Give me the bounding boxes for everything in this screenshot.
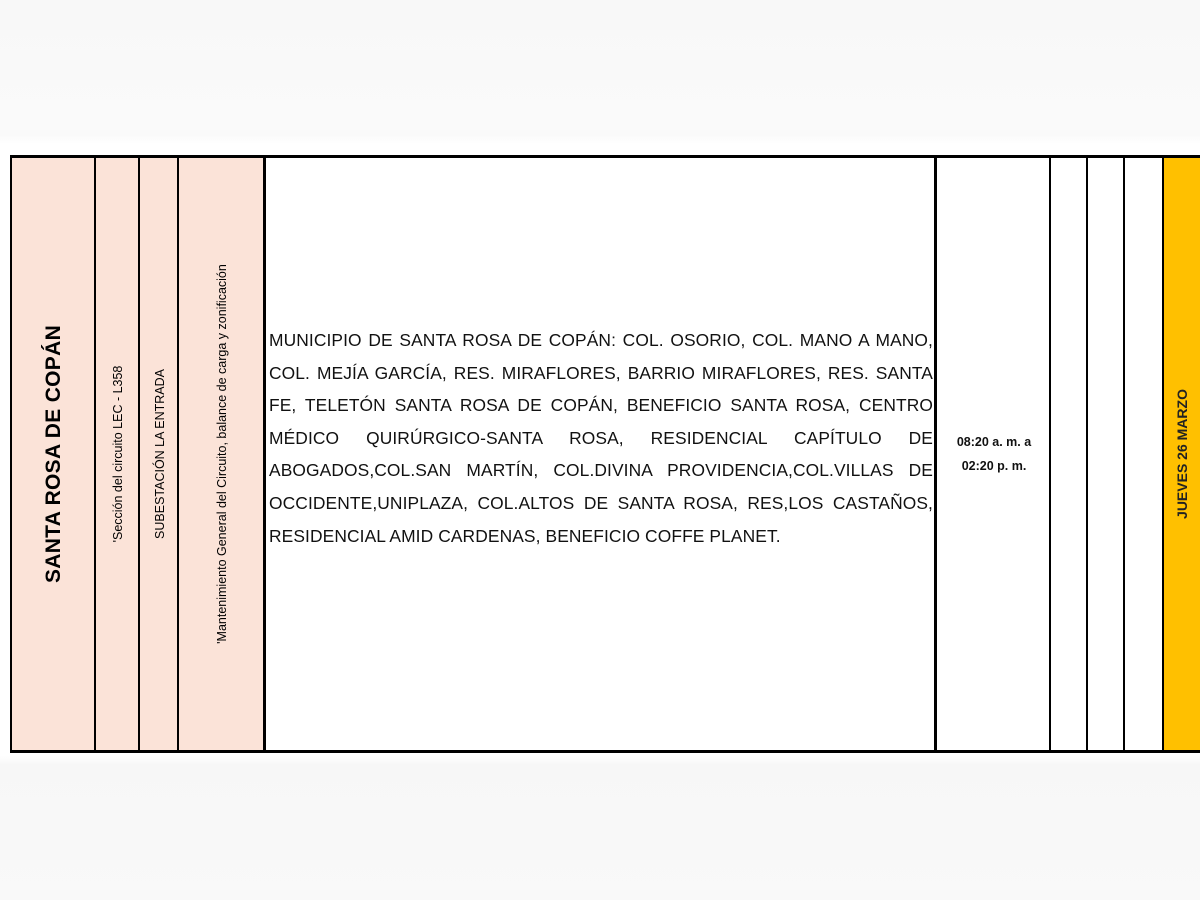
empty-cell-1 bbox=[1049, 158, 1088, 750]
next-row-divider bbox=[263, 747, 265, 751]
next-row-divider bbox=[1086, 747, 1088, 751]
next-row-divider bbox=[177, 747, 179, 751]
next-row-divider bbox=[934, 747, 936, 751]
affected-areas-text: MUNICIPIO DE SANTA ROSA DE COPÁN: COL. OSORIO, COL. MANO A MANO, COL. MEJÍA GARCÍA, RES. MIRAFLORES, BARRIO MIRAFLORES, RES. SANTA FE, TELETÓN SANTA ROSA DE COPÁN, BENEFICIO SANTA ROSA, CENTRO MÉDICO QUIRÚRGICO-SANTA ROSA, RESIDENCIAL CAPÍTULO DE ABOGADOS,COL.SAN MARTÍN, COL.DIVINA PROVIDENCIA,COL.VILLAS DE OCCIDENTE,UNIPLAZA, COL.ALTOS DE SANTA ROSA, RES,LOS CASTAÑOS, RESIDENCIAL AMID CARDENAS, BENEFICIO COFFE PLANET. bbox=[269, 330, 933, 546]
next-row-divider bbox=[10, 747, 12, 751]
empty-cell-3 bbox=[1123, 158, 1164, 750]
work-description-label: 'Mantenimiento General del Circuito, balance de carga y zonificación bbox=[215, 264, 229, 644]
time-end: 02:20 p. m. bbox=[961, 459, 1027, 473]
substation-label: SUBESTACIÓN LA ENTRADA bbox=[152, 369, 167, 539]
time-start: 08:20 a. m. a bbox=[956, 435, 1032, 449]
next-row-divider bbox=[1162, 747, 1164, 751]
next-row-divider bbox=[138, 747, 140, 751]
schedule-table bbox=[10, 155, 1200, 753]
department-cell bbox=[10, 158, 96, 750]
work-description-cell bbox=[177, 158, 265, 750]
time-cell bbox=[934, 158, 1051, 750]
circuit-section-label: 'Sección del circuito LEC - L358 bbox=[111, 365, 125, 543]
substation-cell bbox=[138, 158, 179, 750]
next-row-divider bbox=[1049, 747, 1051, 751]
date-label: JUEVES 26 MARZO bbox=[1174, 389, 1190, 519]
section-cell bbox=[94, 158, 140, 750]
next-row-divider bbox=[1123, 747, 1125, 751]
date-cell bbox=[1162, 158, 1200, 750]
empty-cell-2 bbox=[1086, 158, 1125, 750]
next-row-divider bbox=[94, 747, 96, 751]
time-range bbox=[937, 430, 1051, 478]
affected-areas-cell bbox=[263, 158, 936, 750]
department-label: SANTA ROSA DE COPÁN bbox=[42, 324, 65, 584]
